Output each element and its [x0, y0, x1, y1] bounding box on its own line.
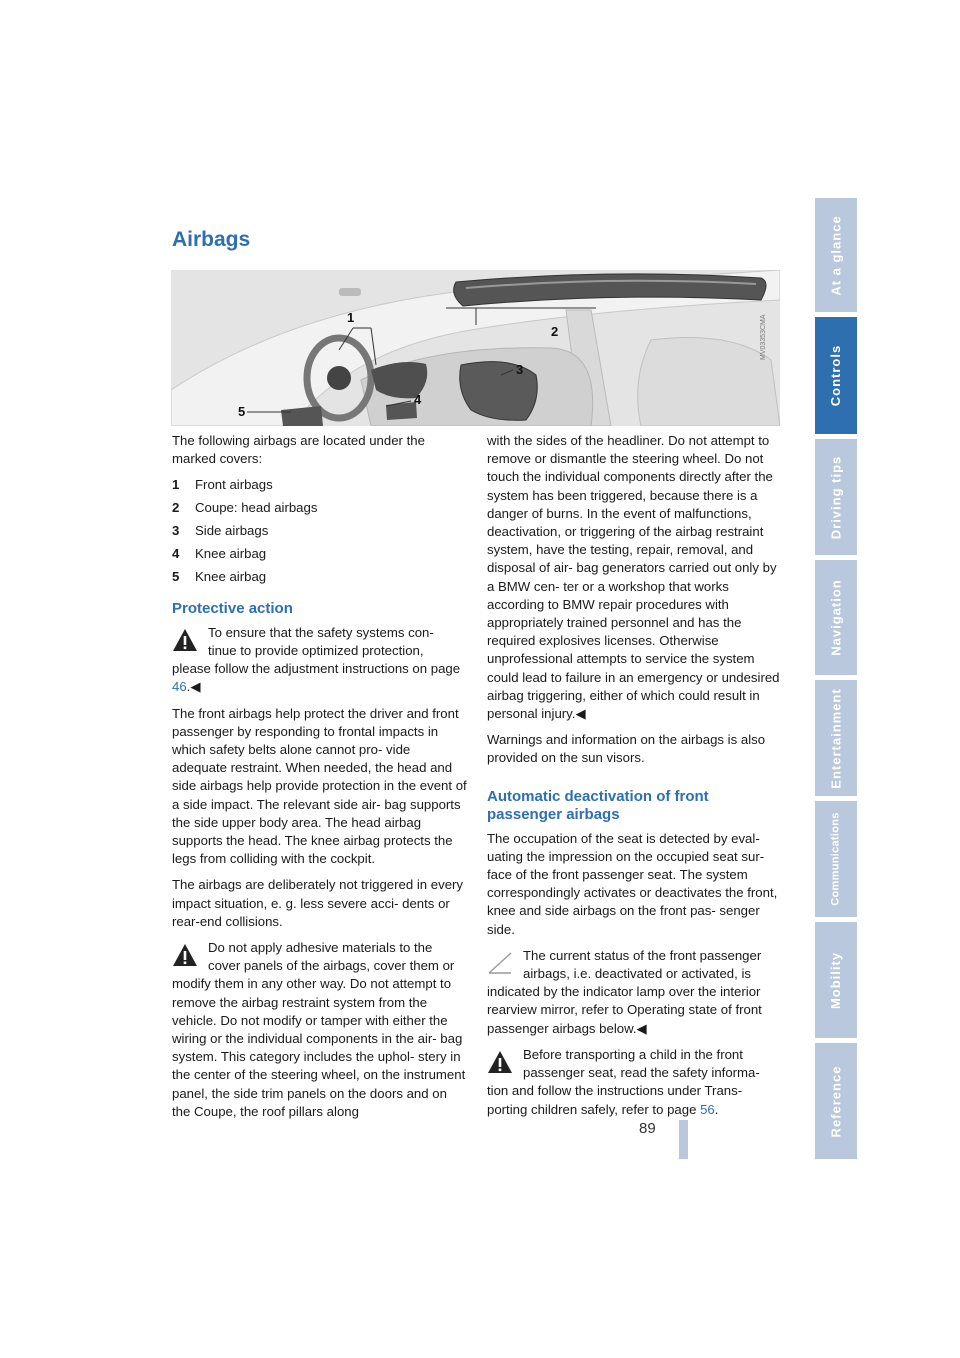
note-text: The current status of the front passenger [523, 947, 762, 963]
callout-5: 5 [238, 404, 246, 419]
right-column [487, 432, 782, 1127]
body-text: Warnings and information on the airbags is also provided on the sun visors. [487, 732, 766, 766]
list-label: Front airbags [195, 477, 273, 493]
warning-block [487, 1046, 782, 1119]
warning-triangle-icon [172, 628, 198, 652]
warning-text: passenger seat, read the safety informa- [523, 1065, 760, 1081]
nav-tab-label: Driving tips [828, 455, 844, 539]
page-link[interactable]: 46 [172, 679, 187, 695]
nav-tab-label: Navigation [828, 579, 844, 656]
car-interior-drawing [171, 270, 780, 426]
list-number: 4 [172, 545, 180, 561]
warning-text: tinue to provide optimized protection, [208, 643, 424, 658]
body-text: with the sides of the headliner. Do not attempt to remove or dismantle the steering wheel. Do not touch the individual components directly after the system has been triggered, because there is a danger of burns. In the event of malfunctions, deactivation, or triggering of the airbag restraint system, have the testing, repair, removal, and disposal of air- bag generators carried out only by a BMW cen- ter or a workshop that works according to BMW repair procedures with appropriately trained personnel and has the required explosives licenses. Otherwise unprofessional attempts to service the system could lead to failure in an emergency or undesired airbag triggering, either of which could result in personal injury.◀ [487, 433, 780, 722]
warning-text: tion and follow the instructions under Trans- porting children safely, refer to page [487, 1083, 743, 1117]
nav-tab-at-a-glance[interactable] [815, 198, 857, 312]
list-label: Knee airbag [195, 568, 267, 584]
list-item [172, 476, 467, 494]
warning-text: modify them in any other way. Do not attempt to remove the airbag restraint system from the vehicle. Do not modify or tamper with either the wiring or the individual components in the air- bag system. This category includes the uphol- stery in the center of the steering wheel, on the instrument panel, the side trim panels on the doors and on the Coupe, the roof pillars along [172, 976, 466, 1119]
warning-block [172, 624, 467, 697]
note-text: indicated by the indicator lamp over the interior rearview mirror, refer to Operating state of front passenger airbags below.◀ [487, 984, 762, 1036]
nav-tab-reference[interactable] [815, 1043, 857, 1159]
callout-2: 2 [551, 324, 559, 339]
list-label: Coupe: head airbags [195, 500, 318, 516]
airbag-illustration [171, 270, 780, 426]
section-heading-protective-action: Protective action [172, 599, 293, 617]
note-block [487, 947, 782, 1038]
warning-end-mark: . [714, 1101, 719, 1117]
list-item [172, 568, 467, 586]
list-number: 5 [172, 568, 180, 584]
airbag-list [172, 476, 467, 585]
nav-tab-label: At a glance [828, 214, 844, 296]
list-number: 1 [172, 477, 180, 493]
body-text: The front airbags help protect the driver and front passenger by responding to frontal impacts in which safety belts alone cannot pro- vide adequate restraint. When needed, the head and side airbags help provide protection in the event of a side impact. The relevant side air- bag supports the side upper body area. The head airbag supports the head. The knee airbag protects the legs from colliding with the cockpit. [172, 705, 467, 867]
nav-tab-driving-tips[interactable] [815, 439, 857, 555]
warning-end-mark: .◀ [186, 679, 201, 695]
nav-tab-controls[interactable] [815, 317, 857, 434]
nav-tab-navigation[interactable] [815, 560, 857, 675]
list-number: 2 [172, 500, 180, 516]
intro-text: The following airbags are located under the marked covers: [172, 433, 425, 467]
callout-4: 4 [414, 392, 422, 407]
warning-text: please follow the adjustment instructions on page [172, 661, 461, 677]
body-text: The airbags are deliberately not triggered in every impact situation, e. g. less severe acci- dents or rear-end collisions. [172, 877, 464, 929]
page-number-bar [679, 1120, 688, 1159]
body-text: The occupation of the seat is detected by eval- uating the impression on the occupied seat sur- face of the front passenger seat. The system correspondingly activates or deactivates the front, knee and side airbags on the front pas- senger side. [487, 830, 778, 937]
figure-code: MV03353CMA [760, 314, 767, 360]
callout-3: 3 [516, 362, 524, 377]
warning-text: cover panels of the airbags, cover them or [208, 958, 455, 974]
warning-text: Do not apply adhesive materials to the [208, 940, 433, 956]
nav-tab-entertainment[interactable] [815, 680, 857, 796]
warning-triangle-icon [487, 1050, 513, 1074]
warning-text: To ensure that the safety systems con- [208, 624, 434, 640]
left-column [172, 432, 467, 1129]
section-heading-auto-deactivation: Automatic deactivation of front passenger airbags [487, 787, 709, 823]
warning-block [172, 939, 467, 1121]
list-label: Side airbags [195, 523, 269, 538]
nav-tab-mobility[interactable] [815, 922, 857, 1038]
nav-tab-label: Entertainment [828, 687, 844, 789]
list-label: Knee airbag [195, 545, 267, 561]
list-item [172, 522, 467, 540]
nav-tab-label: Controls [828, 344, 844, 407]
callout-1: 1 [347, 310, 355, 325]
nav-tab-label: Mobility [828, 951, 844, 1009]
nav-tab-label: Reference [828, 1065, 844, 1137]
list-number: 3 [172, 523, 180, 538]
page-number: 89 [639, 1120, 656, 1137]
page-title: Airbags [172, 228, 251, 251]
nav-tab-label: Communications [830, 812, 842, 906]
list-item [172, 499, 467, 517]
note-icon [487, 951, 513, 975]
note-text: airbags, i.e. deactivated or activated, is [523, 966, 751, 982]
list-item [172, 545, 467, 563]
warning-triangle-icon [172, 943, 198, 967]
warning-text: Before transporting a child in the front [523, 1046, 743, 1062]
nav-tab-communications[interactable] [815, 801, 857, 917]
page-link[interactable]: 56 [700, 1101, 715, 1117]
